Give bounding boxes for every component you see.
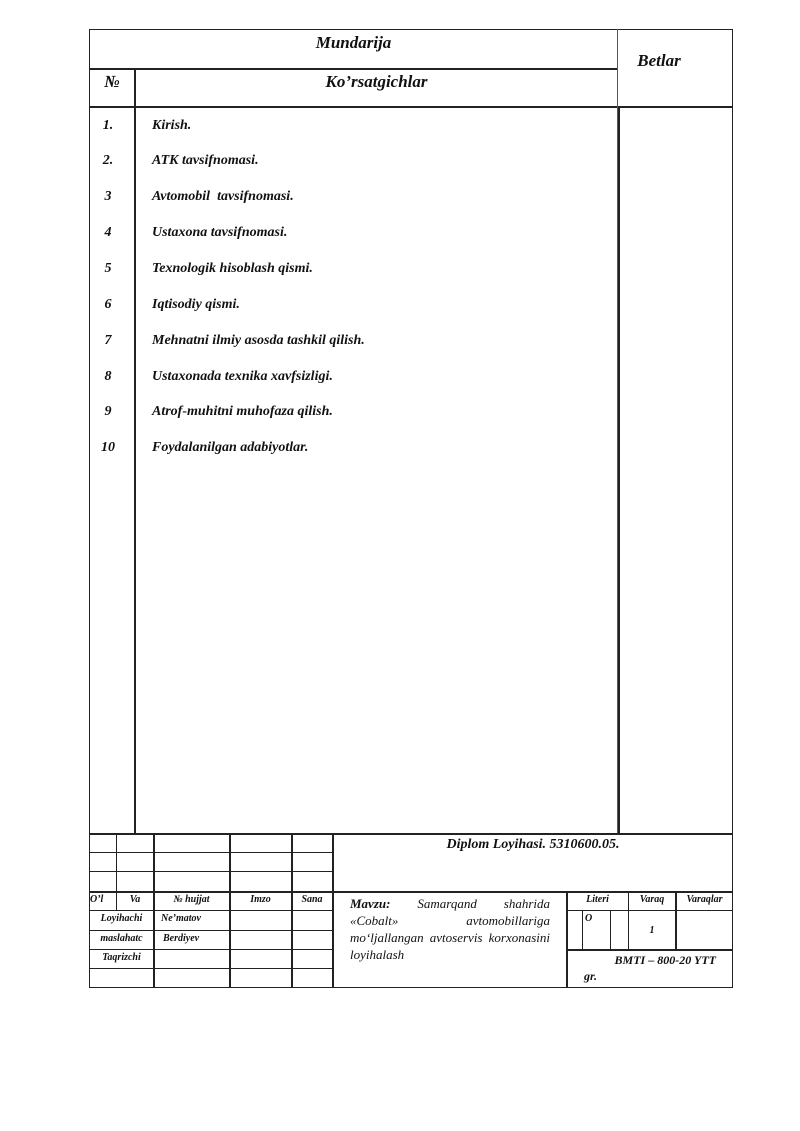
topic-text: Samarqand shahrida «Cobalt» avtomobillariga mo‘ljallangan avtoservis korxonasini loyihalash <box>350 896 550 962</box>
toc-item: Iqtisodiy qismi. <box>152 297 240 312</box>
items-header: Ko’rsatgichlar <box>325 72 428 91</box>
stamp-row-line <box>89 968 333 969</box>
toc-item: Atrof-muhitni muhofaza qilish. <box>152 404 333 419</box>
col-sana-label: Sana <box>301 894 323 905</box>
varaq-label: Varaq <box>639 894 665 905</box>
stamp-row-line <box>89 891 333 893</box>
stamp-col-line <box>229 833 231 988</box>
toc-item: Mehnatni ilmiy asosda tashkil qilish. <box>152 333 365 348</box>
toc-item: ATK tavsifnomasi. <box>152 153 259 168</box>
number-column-line <box>134 68 136 834</box>
number-header: № <box>104 72 120 91</box>
role-label: Loyihachi <box>100 913 143 924</box>
literi-value: O <box>585 913 593 924</box>
stamp-col-line <box>291 833 293 988</box>
header-divider-top <box>89 68 618 70</box>
toc-number: 2. <box>102 153 114 168</box>
toc-item: Avtomobil tavsifnomasi. <box>152 189 294 204</box>
stamp-row-line <box>89 910 333 911</box>
pages-column-line-bold <box>618 106 620 834</box>
person-name: Berdiyev <box>163 933 200 944</box>
topic-label: Mavzu: <box>350 896 391 911</box>
varaq-value: 1 <box>649 925 655 936</box>
toc-number: 4 <box>104 225 112 240</box>
toc-item: Ustaxonada texnika xavfsizligi. <box>152 369 333 384</box>
role-label: maslahatc <box>100 933 143 944</box>
page-title: Mundarija <box>315 33 392 52</box>
group-code-main: BMTI – 800-20 YTT <box>614 953 716 967</box>
topic-divider <box>566 891 568 988</box>
toc-number: 8 <box>104 369 112 384</box>
toc-item: Foydalanilgan adabiyotlar. <box>152 440 309 455</box>
literi-bottom-line <box>566 949 733 951</box>
literi-label: Literi <box>586 894 609 905</box>
group-code <box>584 952 730 984</box>
literi-row-line <box>566 910 733 911</box>
person-name: Ne’matov <box>161 913 201 924</box>
stamp-col-line <box>153 833 155 988</box>
group-code-suffix: gr. <box>584 969 598 983</box>
literi-sub-line <box>610 910 611 950</box>
role-label: Taqrizchi <box>102 952 141 963</box>
toc-number: 9 <box>104 404 112 419</box>
toc-item: Texnologik hisoblash qismi. <box>152 261 313 276</box>
toc-number: 3 <box>104 189 112 204</box>
stamp-top-line <box>89 833 733 835</box>
topic-block <box>350 895 550 963</box>
toc-number: 5 <box>104 261 112 276</box>
literi-sub-line <box>582 910 583 950</box>
col-imzo-label: Imzo <box>250 894 271 905</box>
varaqlar-label: Varaqlar <box>686 894 723 905</box>
stamp-col-line <box>332 833 334 988</box>
stamp-mid-line <box>332 891 733 893</box>
toc-number: 1. <box>102 118 114 133</box>
header-divider-bottom <box>89 106 733 108</box>
stamp-row-line <box>89 949 333 950</box>
toc-number: 6 <box>104 297 112 312</box>
col-va-label: Va <box>129 894 141 905</box>
pages-header: Betlar <box>637 51 681 70</box>
toc-number: 10 <box>101 440 115 455</box>
stamp-row-line <box>89 852 333 853</box>
stamp-row-line <box>89 871 333 872</box>
project-code: Diplom Loyihasi. 5310600.05. <box>446 837 620 852</box>
toc-item: Ustaxona tavsifnomasi. <box>152 225 288 240</box>
toc-item: Kirish. <box>152 118 192 133</box>
col-ol-label: O’l <box>90 894 104 905</box>
stamp-row-line <box>89 930 333 931</box>
col-hujjat-label: № hujjat <box>173 894 210 905</box>
toc-number: 7 <box>104 333 112 348</box>
